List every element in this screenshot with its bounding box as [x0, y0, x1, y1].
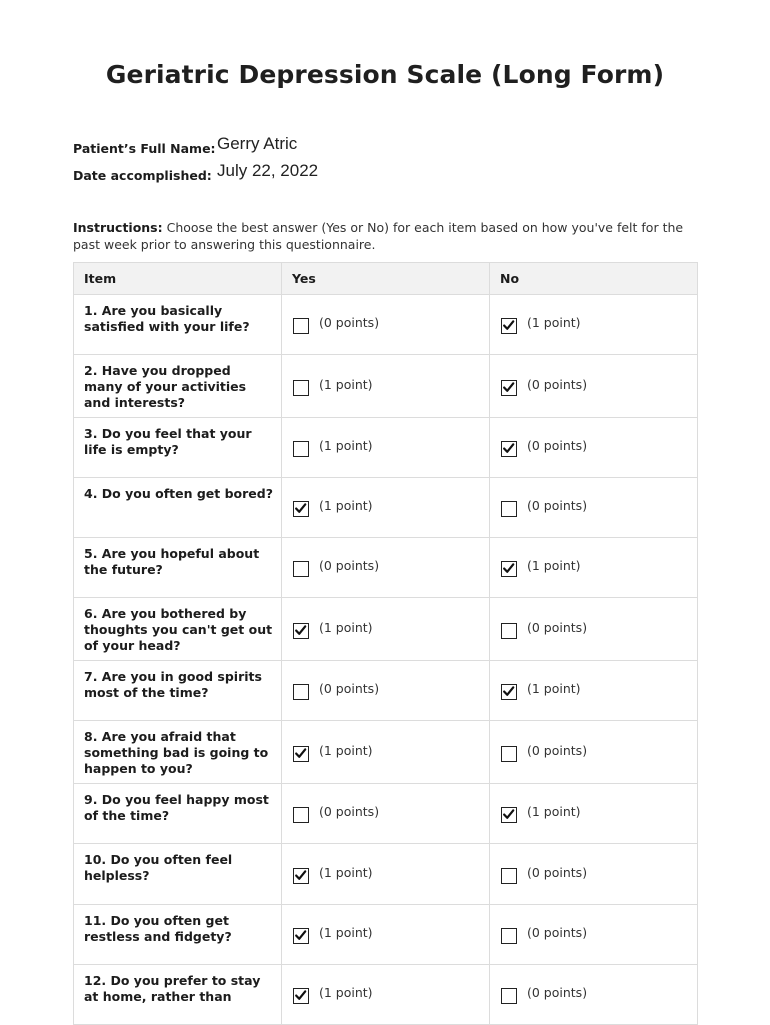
- date-accomplished-value: July 22, 2022: [217, 161, 319, 180]
- checkbox-empty-icon[interactable]: [293, 318, 309, 334]
- table-row: [74, 598, 698, 661]
- checkbox-empty-icon[interactable]: [293, 807, 309, 823]
- no-option-cell: [490, 844, 698, 905]
- no-points-label: (0 points): [527, 985, 588, 1000]
- date-accomplished-label: Date accomplished:: [73, 168, 212, 183]
- question-text: 12. Do you prefer to stay at home, rather than: [74, 965, 282, 1025]
- no-points-label: (0 points): [527, 864, 588, 880]
- questionnaire-table-wrapper: [73, 262, 697, 1025]
- checkbox-checked-icon[interactable]: [501, 380, 517, 396]
- checkbox-empty-icon[interactable]: [501, 746, 517, 762]
- questionnaire-table: [73, 262, 698, 1025]
- yes-option: [293, 315, 489, 334]
- yes-points-label: (1 point): [319, 864, 373, 880]
- checkbox-checked-icon[interactable]: [293, 928, 309, 944]
- yes-points-label: (0 points): [319, 558, 380, 573]
- yes-points-label: (1 point): [319, 619, 373, 635]
- checkbox-checked-icon[interactable]: [501, 441, 517, 457]
- checkbox-empty-icon[interactable]: [501, 928, 517, 944]
- no-option: [501, 558, 697, 577]
- yes-option-cell: [282, 355, 490, 418]
- no-option: [501, 315, 697, 334]
- table-header-row: [74, 263, 698, 295]
- question-text: 7. Are you in good spirits most of the time?: [74, 661, 282, 721]
- yes-option: [293, 743, 489, 762]
- no-points-label: (0 points): [527, 619, 588, 635]
- checkbox-checked-icon[interactable]: [501, 561, 517, 577]
- checkbox-empty-icon[interactable]: [501, 868, 517, 884]
- question-text: 4. Do you often get bored?: [74, 478, 282, 538]
- no-option: [501, 438, 697, 457]
- no-option: [501, 865, 697, 884]
- question-text: 10. Do you often feel helpless?: [74, 844, 282, 905]
- no-option-cell: [490, 598, 698, 661]
- yes-option: [293, 804, 489, 823]
- no-option-cell: [490, 661, 698, 721]
- no-option: [501, 985, 697, 1004]
- no-option-cell: [490, 295, 698, 355]
- yes-option-cell: [282, 661, 490, 721]
- no-option-cell: [490, 721, 698, 784]
- table-row: [74, 844, 698, 905]
- no-points-label: (0 points): [527, 742, 588, 758]
- question-text: 2. Have you dropped many of your activities and interests?: [74, 355, 282, 418]
- checkbox-checked-icon[interactable]: [293, 501, 309, 517]
- table-row: [74, 721, 698, 784]
- yes-option: [293, 985, 489, 1004]
- no-option-cell: [490, 355, 698, 418]
- no-option: [501, 620, 697, 639]
- no-points-label: (1 point): [527, 558, 581, 573]
- table-row: [74, 784, 698, 844]
- checkbox-empty-icon[interactable]: [293, 441, 309, 457]
- checkbox-checked-icon[interactable]: [501, 318, 517, 334]
- yes-points-label: (1 point): [319, 438, 373, 453]
- patient-name-value: Gerry Atric: [217, 134, 298, 153]
- question-text: 1. Are you basically satisfied with your life?: [74, 295, 282, 355]
- no-option-cell: [490, 784, 698, 844]
- question-text: 5. Are you hopeful about the future?: [74, 538, 282, 598]
- checkbox-empty-icon[interactable]: [501, 988, 517, 1004]
- yes-option: [293, 925, 489, 944]
- table-row: [74, 478, 698, 538]
- table-row: [74, 905, 698, 965]
- question-text: 3. Do you feel that your life is empty?: [74, 418, 282, 478]
- instructions: [73, 219, 698, 253]
- no-points-label: (0 points): [527, 438, 588, 453]
- checkbox-checked-icon[interactable]: [293, 988, 309, 1004]
- no-option-cell: [490, 478, 698, 538]
- yes-points-label: (1 point): [319, 498, 373, 513]
- yes-points-label: (0 points): [319, 804, 380, 819]
- yes-points-label: (1 point): [319, 925, 373, 940]
- checkbox-checked-icon[interactable]: [501, 807, 517, 823]
- no-option-cell: [490, 538, 698, 598]
- yes-option-cell: [282, 905, 490, 965]
- checkbox-empty-icon[interactable]: [293, 684, 309, 700]
- no-option: [501, 377, 697, 396]
- yes-option-cell: [282, 721, 490, 784]
- yes-option: [293, 865, 489, 884]
- table-row: [74, 418, 698, 478]
- yes-option: [293, 620, 489, 639]
- question-text: 8. Are you afraid that something bad is going to happen to you?: [74, 721, 282, 784]
- table-row: [74, 295, 698, 355]
- table-row: [74, 661, 698, 721]
- no-points-label: (1 point): [527, 681, 581, 696]
- table-row: [74, 965, 698, 1025]
- no-option-cell: [490, 418, 698, 478]
- yes-option: [293, 681, 489, 700]
- yes-points-label: (1 point): [319, 985, 373, 1000]
- no-option: [501, 804, 697, 823]
- yes-option: [293, 438, 489, 457]
- yes-option-cell: [282, 295, 490, 355]
- instructions-lead: Instructions:: [73, 220, 163, 235]
- yes-points-label: (1 point): [319, 376, 373, 392]
- table-row: [74, 538, 698, 598]
- table-row: [74, 355, 698, 418]
- no-points-label: (0 points): [527, 376, 588, 392]
- checkbox-empty-icon[interactable]: [501, 623, 517, 639]
- checkbox-checked-icon[interactable]: [501, 684, 517, 700]
- page-title: Geriatric Depression Scale (Long Form): [105, 60, 665, 89]
- no-points-label: (1 point): [527, 804, 581, 819]
- instructions-text: Choose the best answer (Yes or No) for each item based on how you've felt for the past week prior to answering this questionnaire.: [73, 220, 684, 252]
- no-option: [501, 498, 697, 517]
- no-option-cell: [490, 965, 698, 1025]
- checkbox-empty-icon[interactable]: [501, 501, 517, 517]
- no-option-cell: [490, 905, 698, 965]
- no-option: [501, 925, 697, 944]
- checkbox-checked-icon[interactable]: [293, 623, 309, 639]
- no-points-label: (1 point): [527, 315, 581, 330]
- yes-option-cell: [282, 965, 490, 1025]
- question-text: 6. Are you bothered by thoughts you can't get out of your head?: [74, 598, 282, 661]
- yes-option-cell: [282, 844, 490, 905]
- header-item: Item: [74, 263, 282, 295]
- checkbox-checked-icon[interactable]: [293, 868, 309, 884]
- header-yes: Yes: [282, 263, 490, 295]
- checkbox-empty-icon[interactable]: [293, 561, 309, 577]
- yes-points-label: (0 points): [319, 681, 380, 696]
- yes-option: [293, 558, 489, 577]
- yes-points-label: (0 points): [319, 315, 380, 330]
- no-option: [501, 681, 697, 700]
- question-text: 11. Do you often get restless and fidgety?: [74, 905, 282, 965]
- no-points-label: (0 points): [527, 925, 588, 940]
- checkbox-checked-icon[interactable]: [293, 746, 309, 762]
- question-text: 9. Do you feel happy most of the time?: [74, 784, 282, 844]
- yes-option-cell: [282, 598, 490, 661]
- no-option: [501, 743, 697, 762]
- yes-points-label: (1 point): [319, 742, 373, 758]
- yes-option-cell: [282, 538, 490, 598]
- patient-name-label: Patient’s Full Name:: [73, 141, 216, 156]
- checkbox-empty-icon[interactable]: [293, 380, 309, 396]
- yes-option-cell: [282, 478, 490, 538]
- yes-option: [293, 498, 489, 517]
- yes-option-cell: [282, 784, 490, 844]
- header-no: No: [490, 263, 698, 295]
- no-points-label: (0 points): [527, 498, 588, 513]
- yes-option: [293, 377, 489, 396]
- yes-option-cell: [282, 418, 490, 478]
